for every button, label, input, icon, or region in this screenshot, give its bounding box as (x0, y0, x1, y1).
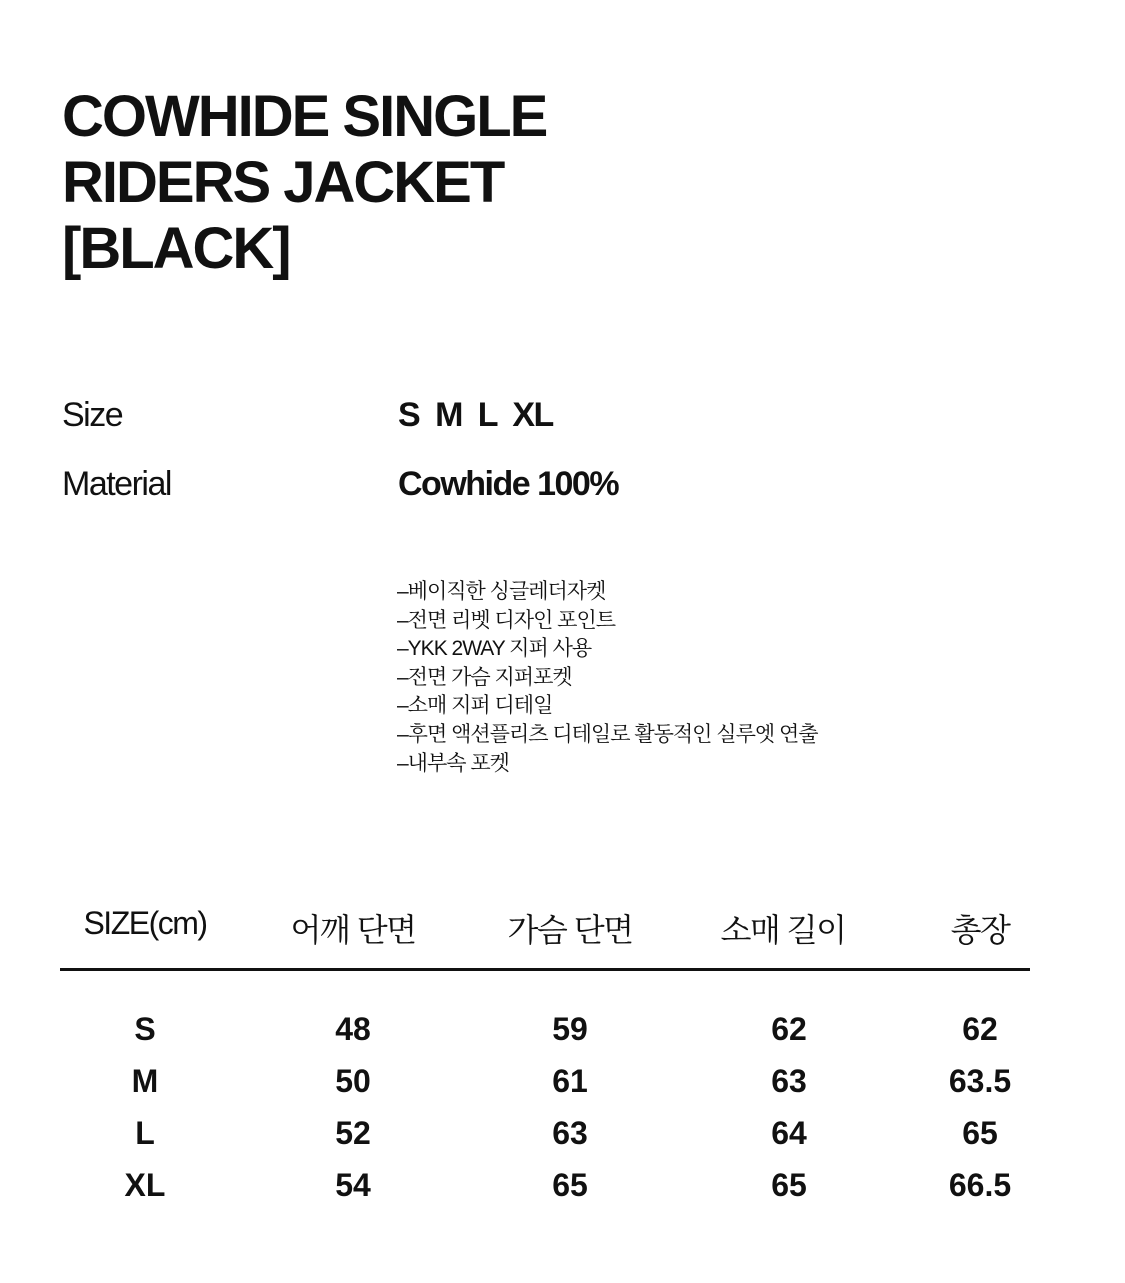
table-row (60, 1167, 1030, 1219)
cell-chest: 63 (552, 1115, 588, 1151)
feature-item: –YKK 2WAY 지퍼 사용 (397, 637, 592, 661)
feature-list (397, 578, 818, 778)
cell-length: 62 (962, 1011, 998, 1047)
table-header (60, 905, 1030, 957)
feature-item: –후면 액션플리츠 디테일로 활동적인 실루엣 연출 (397, 722, 818, 746)
cell-shoulder: 48 (335, 1011, 371, 1047)
size-table (60, 905, 1030, 1203)
cell-length: 63.5 (948, 1063, 1012, 1099)
cell-size: M (131, 1063, 159, 1099)
title-line: [BLACK] (62, 216, 290, 281)
product-title (62, 84, 546, 282)
cell-shoulder: 52 (335, 1115, 371, 1151)
feature-item: –내부속 포켓 (397, 751, 509, 775)
spec-label: Material (62, 465, 171, 503)
feature-item: –소매 지퍼 디테일 (397, 694, 553, 718)
feature-item: –전면 리벳 디자인 포인트 (397, 608, 616, 632)
spec-label: Size (62, 396, 123, 434)
spec-value: S M L XL (398, 396, 553, 434)
cell-chest: 65 (552, 1167, 588, 1203)
table-row (60, 1063, 1030, 1115)
feature-item: –전면 가슴 지퍼포켓 (397, 665, 572, 689)
spec-value: Cowhide 100% (398, 465, 619, 503)
cell-sleeve: 63 (771, 1063, 807, 1099)
cell-sleeve: 64 (771, 1115, 807, 1151)
cell-size: XL (124, 1167, 166, 1203)
cell-sleeve: 65 (771, 1167, 807, 1203)
cell-length: 66.5 (948, 1167, 1012, 1203)
cell-shoulder: 54 (335, 1167, 371, 1203)
cell-sleeve: 62 (771, 1011, 807, 1047)
title-line: RIDERS JACKET (62, 150, 504, 215)
cell-length: 65 (962, 1115, 998, 1151)
cell-size: L (135, 1115, 155, 1151)
cell-chest: 61 (552, 1063, 588, 1099)
header-size: SIZE(cm) (83, 905, 207, 941)
table-row (60, 1011, 1030, 1063)
feature-item: –베이직한 싱글레더자켓 (397, 580, 606, 603)
header-chest: 가슴 단면 (507, 912, 633, 948)
cell-chest: 59 (552, 1011, 588, 1047)
header-sleeve: 소매 길이 (720, 912, 846, 948)
cell-shoulder: 50 (335, 1063, 371, 1099)
title-line: COWHIDE SINGLE (62, 84, 547, 149)
table-divider (60, 968, 1030, 971)
cell-size: S (134, 1011, 156, 1047)
header-shoulder: 어깨 단면 (290, 912, 416, 948)
table-row (60, 1115, 1030, 1167)
header-length: 총장 (950, 912, 1010, 948)
